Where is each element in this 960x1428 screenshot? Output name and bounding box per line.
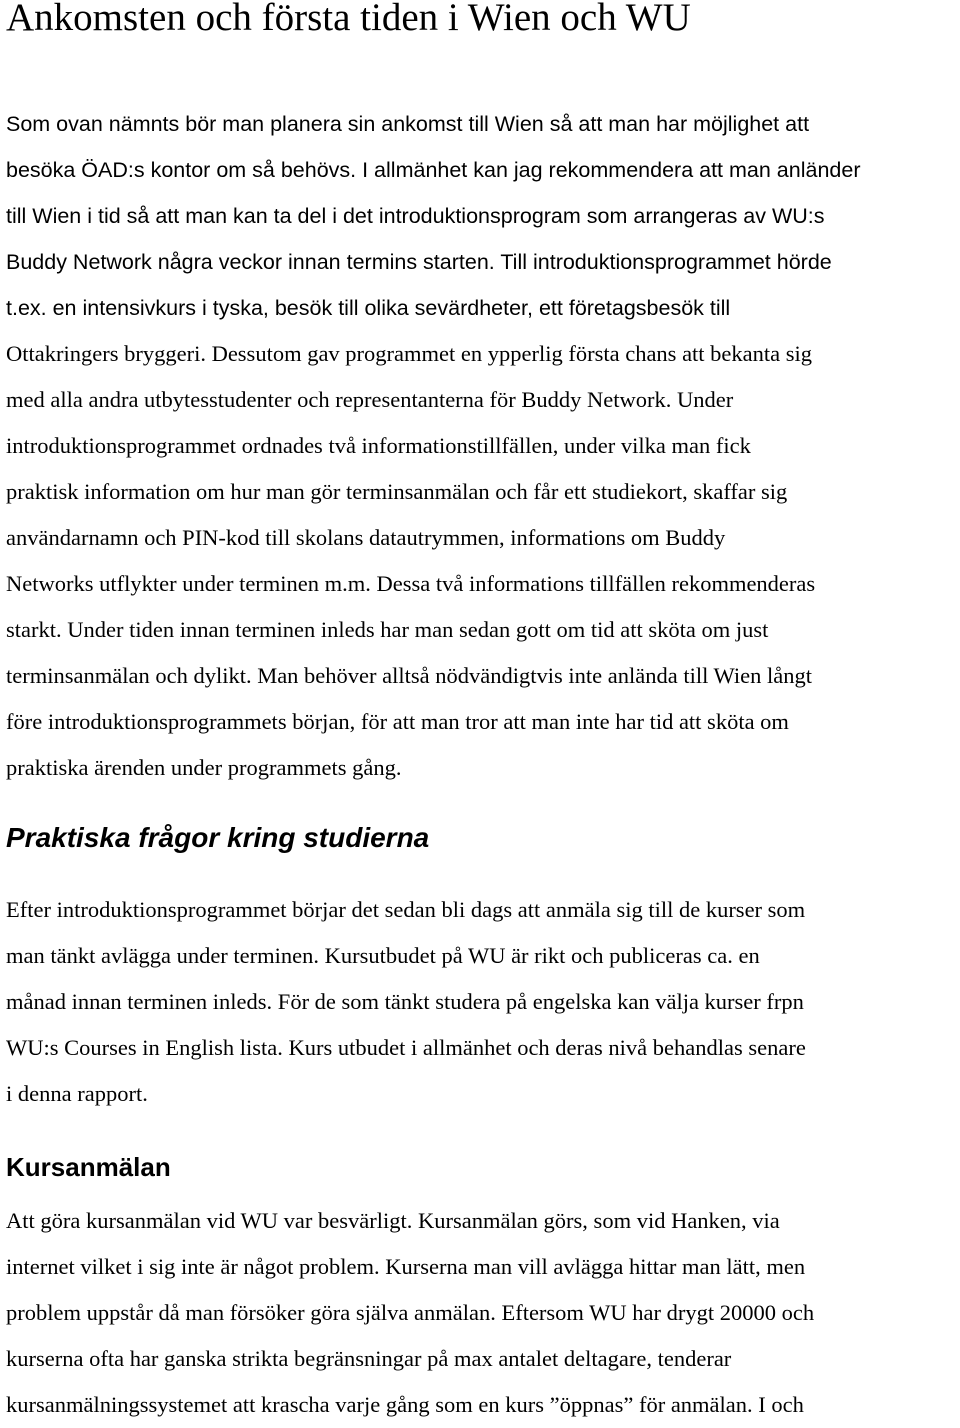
text-line: Buddy Network några veckor innan termins starten. Till introduktionsprogrammet hörde <box>6 250 832 274</box>
text-line: kursanmälningssystemet att krascha varje gång som en kurs ”öppnas” för anmälan. I och <box>6 1392 804 1417</box>
text-line: Networks utflykter under terminen m.m. Dessa två informations tillfällen rekommenderas <box>6 571 816 596</box>
text-line: kurserna ofta har ganska strikta begränsningar på max antalet deltagare, tenderar <box>6 1346 732 1371</box>
text-line: WU:s Courses in English lista. Kurs utbudet i allmänhet och deras nivå behandlas senare <box>6 1035 806 1060</box>
text-line: introduktionsprogrammet ordnades två informationstillfällen, under vilka man fick <box>6 433 751 458</box>
text-line: Efter introduktionsprogrammet börjar det sedan bli dags att anmäla sig till de kurser som <box>6 897 806 922</box>
text-line: problem uppstår då man försöker göra själva anmälan. Eftersom WU har drygt 20000 och <box>6 1300 815 1325</box>
text-line: man tänkt avlägga under terminen. Kursutbudet på WU är rikt och publiceras ca. en <box>6 943 760 968</box>
text-line: Som ovan nämnts bör man planera sin ankomst till Wien så att man har möjlighet att <box>6 112 810 136</box>
paragraph-arrival <box>6 101 960 791</box>
text-line: internet vilket i sig inte är något problem. Kurserna man vill avlägga hittar man lätt, men <box>6 1254 806 1279</box>
text-line: användarnamn och PIN-kod till skolans datautrymmen, informations om Buddy <box>6 525 726 550</box>
text-line: före introduktionsprogrammets början, för att man tror att man inte har tid att sköta om <box>6 709 789 734</box>
text-line: till Wien i tid så att man kan ta del i det introduktionsprogram som arrangeras av WU:s <box>6 204 825 228</box>
text-line: t.ex. en intensivkurs i tyska, besök till olika sevärdheter, ett företagsbesök till <box>6 296 731 320</box>
text-line: med alla andra utbytesstudenter och representanterna för Buddy Network. Under <box>6 387 734 412</box>
text-line: Att göra kursanmälan vid WU var besvärligt. Kursanmälan görs, som vid Hanken, via <box>6 1208 780 1233</box>
text-line: i denna rapport. <box>6 1081 148 1106</box>
text-line: starkt. Under tiden innan terminen inleds har man sedan gott om tid att sköta om just <box>6 617 769 642</box>
text-line: terminsanmälan och dylikt. Man behöver alltså nödvändigtvis inte anlända till Wien långt <box>6 663 812 688</box>
text-line: besöka ÖAD:s kontor om så behövs. I allmänhet kan jag rekommendera att man anländer <box>6 158 861 182</box>
text-line: praktiska ärenden under programmets gång. <box>6 755 402 780</box>
main-heading: Ankomsten och första tiden i Wien och WU <box>6 0 691 39</box>
paragraph-registration <box>6 1198 960 1428</box>
paragraph-practical <box>6 887 960 1117</box>
text-line: månad innan terminen inleds. För de som tänkt studera på engelska kan välja kurser frpn <box>6 989 804 1014</box>
text-line: Ottakringers bryggeri. Dessutom gav programmet en ypperlig första chans att bekanta sig <box>6 341 813 366</box>
text-line: praktisk information om hur man gör terminsanmälan och får ett studiekort, skaffar sig <box>6 479 788 504</box>
section-heading-kursanmalan: Kursanmälan <box>6 1152 171 1182</box>
section-heading-praktiska: Praktiska frågor kring studierna <box>6 822 430 853</box>
